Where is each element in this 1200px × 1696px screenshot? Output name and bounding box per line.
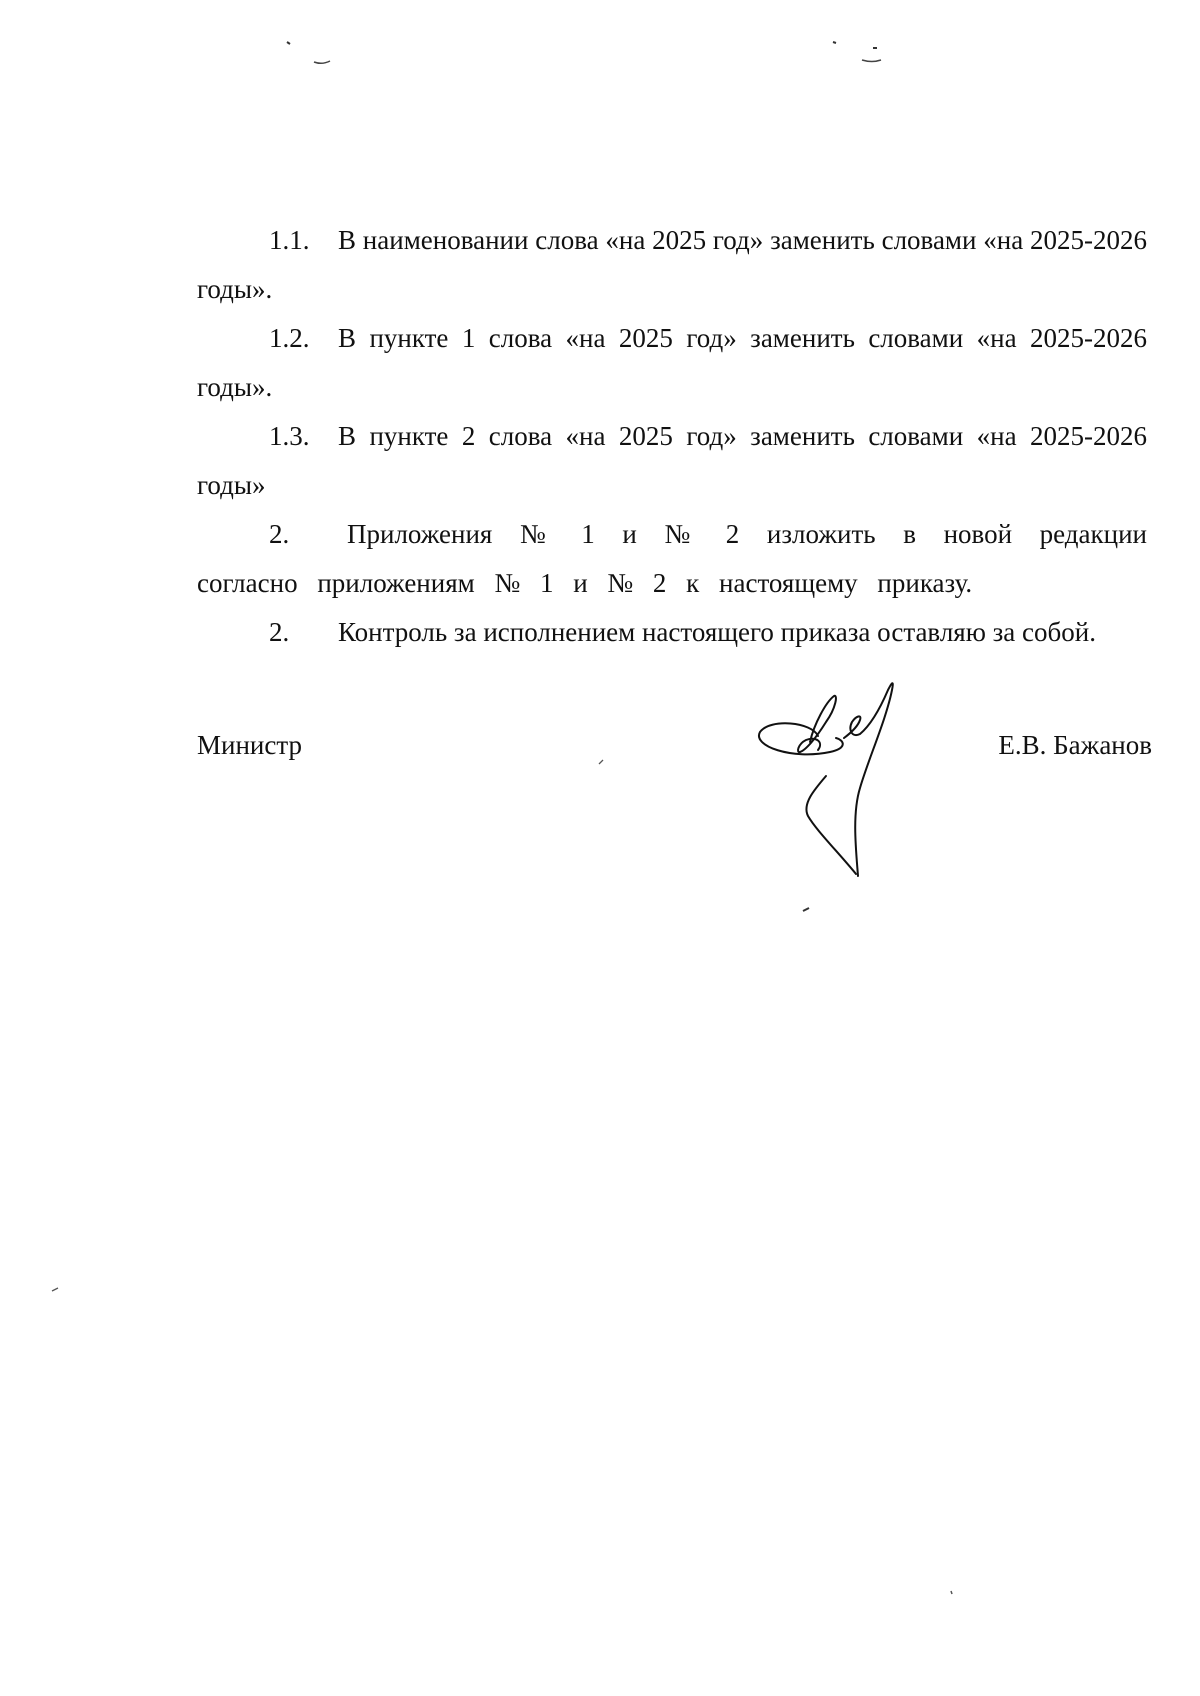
scan-speck — [599, 760, 603, 764]
clause-2-control — [197, 608, 1147, 657]
signatory-position: Министр — [197, 730, 302, 760]
clause-number: 1.2. — [269, 323, 310, 353]
scan-speck — [287, 42, 290, 44]
clause-text: Контроль за исполнением настоящего приказа оставляю за собой. — [338, 617, 1096, 647]
signatory-name: Е.В. Бажанов — [998, 730, 1152, 760]
scan-speck — [314, 61, 330, 63]
clause-number: 2. — [269, 617, 290, 647]
scan-speck — [951, 1591, 952, 1594]
clause-1-1 — [197, 216, 1147, 314]
scan-speck — [862, 60, 881, 62]
scan-speck — [803, 908, 809, 911]
clause-number: 1.3. — [269, 421, 310, 451]
clause-text: Приложения № 1 и № 2 изложить в новой редакции согласно приложениям № 1 и № 2 к настоящему приказу. — [197, 519, 1147, 598]
clause-number: 2. — [269, 519, 290, 549]
clause-number: 1.1. — [269, 225, 310, 255]
scan-speck — [52, 1288, 58, 1291]
order-text — [197, 216, 1147, 657]
scan-speck — [833, 42, 836, 43]
clause-2-appendices — [197, 510, 1147, 608]
clause-text: В пункте 2 слова «на 2025 год» заменить словами «на 2025-2026 годы» — [197, 421, 1147, 500]
clause-text: В наименовании слова «на 2025 год» заменить словами «на 2025-2026 годы». — [197, 225, 1147, 304]
clause-text: В пункте 1 слова «на 2025 год» заменить словами «на 2025-2026 годы». — [197, 323, 1147, 402]
handwritten-signature — [752, 680, 942, 880]
clause-1-3 — [197, 412, 1147, 510]
clause-1-2 — [197, 314, 1147, 412]
